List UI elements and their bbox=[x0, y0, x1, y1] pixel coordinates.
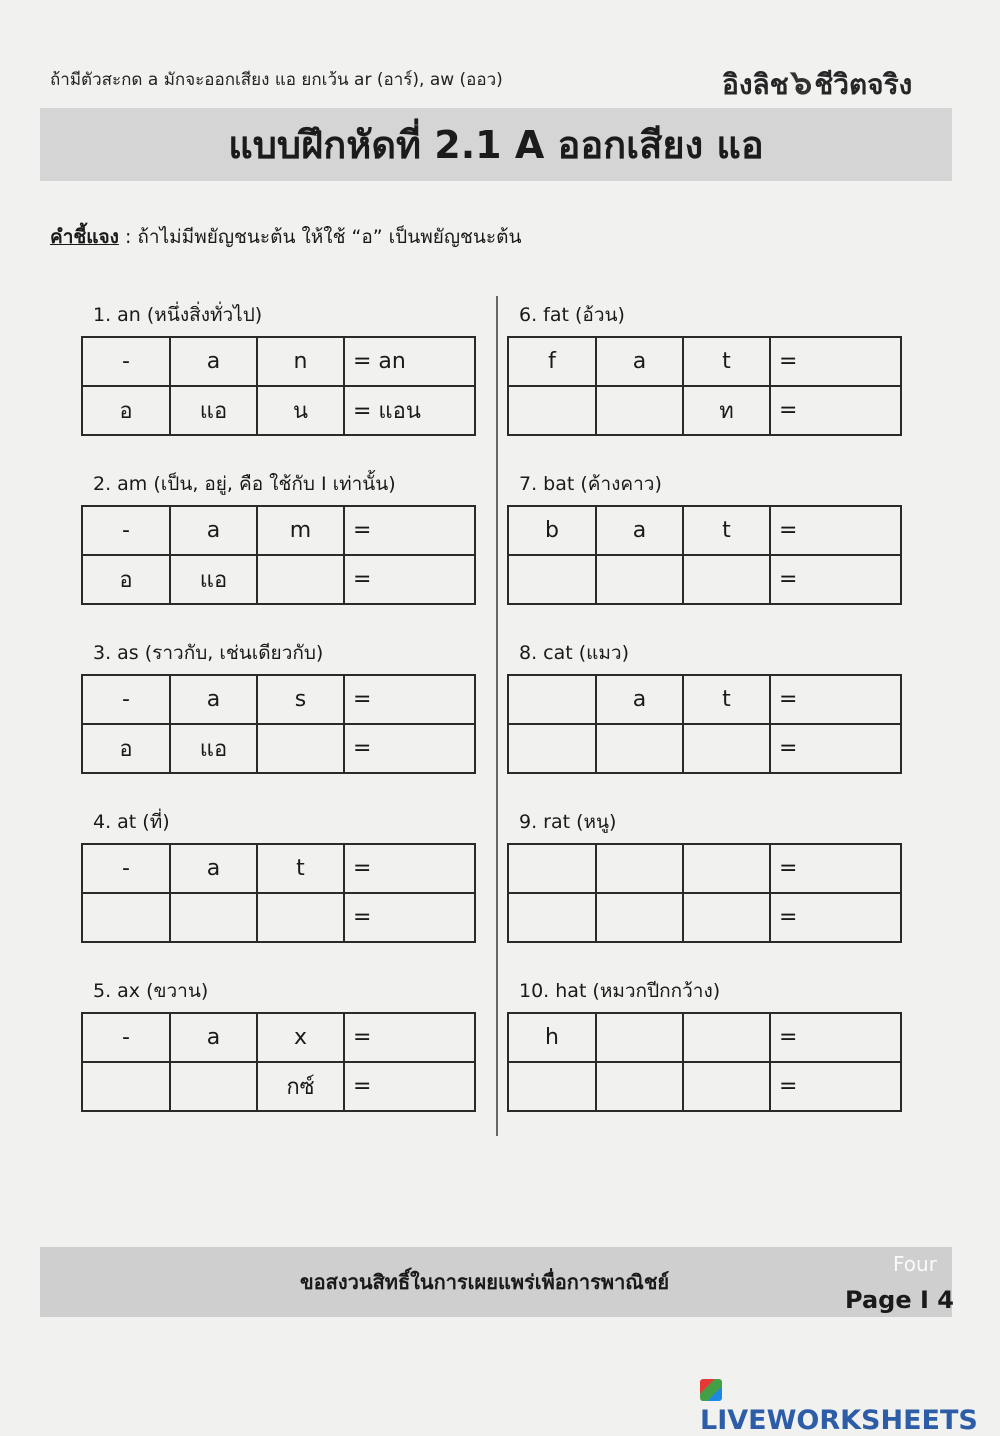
letter-cell[interactable] bbox=[508, 893, 596, 942]
letter-cell: f bbox=[508, 337, 596, 386]
letter-cell[interactable] bbox=[596, 555, 683, 604]
letter-cell: t bbox=[257, 844, 344, 893]
table-row bbox=[508, 506, 901, 555]
letter-cell[interactable] bbox=[683, 844, 770, 893]
title-band bbox=[40, 108, 952, 181]
letter-cell[interactable] bbox=[683, 724, 770, 773]
table-row bbox=[82, 675, 475, 724]
letter-cell: a bbox=[170, 844, 257, 893]
exercise-table bbox=[81, 505, 476, 605]
letter-cell[interactable] bbox=[508, 1062, 596, 1111]
answer-cell[interactable]: = bbox=[344, 555, 475, 604]
exercise-10 bbox=[507, 976, 900, 1112]
letter-cell[interactable] bbox=[683, 1013, 770, 1062]
exercise-4 bbox=[81, 807, 474, 943]
letter-cell: x bbox=[257, 1013, 344, 1062]
exercise-label: 1. an (หนึ่งสิ่งทั่วไป) bbox=[93, 304, 263, 326]
letter-cell[interactable] bbox=[170, 1062, 257, 1111]
letter-cell: b bbox=[508, 506, 596, 555]
exercise-1 bbox=[81, 300, 474, 436]
watermark-text: LIVEWORKSHEETS bbox=[700, 1405, 978, 1436]
table-row bbox=[508, 337, 901, 386]
table-row bbox=[508, 724, 901, 773]
exercise-label: 9. rat (หนู) bbox=[519, 811, 617, 833]
letter-cell: อ bbox=[82, 555, 170, 604]
exercise-5 bbox=[81, 976, 474, 1112]
answer-cell: = an bbox=[344, 337, 475, 386]
table-row bbox=[82, 893, 475, 942]
answer-cell[interactable]: = bbox=[770, 675, 901, 724]
letter-cell[interactable] bbox=[683, 555, 770, 604]
exercise-table bbox=[507, 1012, 902, 1112]
table-row bbox=[82, 844, 475, 893]
table-row bbox=[508, 1062, 901, 1111]
exercise-table bbox=[81, 1012, 476, 1112]
exercise-9 bbox=[507, 807, 900, 943]
answer-cell[interactable]: = bbox=[770, 1013, 901, 1062]
exercise-6 bbox=[507, 300, 900, 436]
table-row bbox=[82, 724, 475, 773]
table-row bbox=[508, 844, 901, 893]
instruction-text: : ถ้าไม่มีพยัญชนะต้น ให้ใช้ “อ” เป็นพยัญชนะต้น bbox=[118, 226, 522, 248]
brand-mark: ๖ bbox=[790, 63, 813, 103]
answer-cell[interactable]: = bbox=[344, 1013, 475, 1062]
letter-cell: อ bbox=[82, 386, 170, 435]
answer-cell[interactable]: = bbox=[344, 675, 475, 724]
letter-cell: แอ bbox=[170, 386, 257, 435]
letter-cell: a bbox=[596, 337, 683, 386]
answer-cell[interactable]: = bbox=[770, 724, 901, 773]
exercise-table bbox=[507, 336, 902, 436]
letter-cell: a bbox=[170, 337, 257, 386]
exercise-label: 3. as (ราวกับ, เช่นเดียวกับ) bbox=[93, 642, 324, 664]
exercise-label: 5. ax (ขวาน) bbox=[93, 980, 209, 1002]
table-row bbox=[82, 506, 475, 555]
letter-cell: t bbox=[683, 675, 770, 724]
liveworksheets-logo-icon bbox=[700, 1379, 722, 1401]
letter-cell[interactable] bbox=[596, 844, 683, 893]
footer-four: Four bbox=[893, 1252, 937, 1276]
table-row bbox=[82, 337, 475, 386]
letter-cell: t bbox=[683, 506, 770, 555]
letter-cell[interactable] bbox=[596, 1013, 683, 1062]
exercise-label: 8. cat (แมว) bbox=[519, 642, 630, 664]
letter-cell[interactable] bbox=[596, 724, 683, 773]
table-row bbox=[508, 893, 901, 942]
brand-right-text: ชีวิตจริง bbox=[814, 68, 913, 101]
answer-cell[interactable]: = bbox=[770, 555, 901, 604]
answer-cell[interactable]: = bbox=[344, 724, 475, 773]
letter-cell: n bbox=[257, 337, 344, 386]
exercise-8 bbox=[507, 638, 900, 774]
letter-cell[interactable] bbox=[508, 386, 596, 435]
footer-copyright: ขอสงวนสิทธิ์ในการเผยแพร่เพื่อการพาณิชย์ bbox=[300, 1270, 670, 1294]
letter-cell: น bbox=[257, 386, 344, 435]
table-row bbox=[82, 386, 475, 435]
answer-cell[interactable]: = bbox=[770, 506, 901, 555]
exercise-table bbox=[81, 843, 476, 943]
answer-cell[interactable]: = bbox=[344, 506, 475, 555]
letter-cell[interactable] bbox=[683, 1062, 770, 1111]
letter-cell[interactable] bbox=[257, 724, 344, 773]
brand-logo bbox=[722, 55, 912, 109]
exercise-7 bbox=[507, 469, 900, 605]
exercise-table bbox=[507, 843, 902, 943]
letter-cell: a bbox=[170, 675, 257, 724]
answer-cell[interactable]: = bbox=[344, 893, 475, 942]
exercise-table bbox=[81, 674, 476, 774]
answer-cell[interactable]: = bbox=[344, 844, 475, 893]
table-row bbox=[508, 1013, 901, 1062]
exercise-3 bbox=[81, 638, 474, 774]
liveworksheets-watermark bbox=[700, 1374, 1000, 1436]
exercise-2 bbox=[81, 469, 474, 605]
table-row bbox=[508, 386, 901, 435]
letter-cell[interactable] bbox=[257, 893, 344, 942]
letter-cell: a bbox=[596, 675, 683, 724]
table-row bbox=[82, 555, 475, 604]
letter-cell[interactable] bbox=[508, 555, 596, 604]
letter-cell: - bbox=[82, 675, 170, 724]
letter-cell: m bbox=[257, 506, 344, 555]
letter-cell[interactable] bbox=[170, 893, 257, 942]
instruction bbox=[50, 222, 521, 252]
exercise-label: 10. hat (หมวกปีกกว้าง) bbox=[519, 980, 721, 1002]
letter-cell: h bbox=[508, 1013, 596, 1062]
letter-cell: แอ bbox=[170, 724, 257, 773]
letter-cell: - bbox=[82, 506, 170, 555]
letter-cell[interactable] bbox=[596, 893, 683, 942]
letter-cell[interactable] bbox=[257, 555, 344, 604]
exercise-table bbox=[507, 674, 902, 774]
table-row bbox=[508, 555, 901, 604]
letter-cell: ท bbox=[683, 386, 770, 435]
exercise-table bbox=[507, 505, 902, 605]
letter-cell[interactable] bbox=[508, 675, 596, 724]
exercise-label: 2. am (เป็น, อยู่, คือ ใช้กับ I เท่านั้น) bbox=[93, 473, 396, 495]
letter-cell: s bbox=[257, 675, 344, 724]
letter-cell[interactable] bbox=[596, 386, 683, 435]
answer-cell[interactable]: = bbox=[344, 1062, 475, 1111]
letter-cell[interactable] bbox=[82, 1062, 170, 1111]
letter-cell[interactable] bbox=[508, 724, 596, 773]
answer-cell[interactable]: = bbox=[770, 844, 901, 893]
table-row bbox=[82, 1062, 475, 1111]
letter-cell: - bbox=[82, 1013, 170, 1062]
letter-cell: - bbox=[82, 337, 170, 386]
table-row bbox=[508, 675, 901, 724]
table-row bbox=[82, 1013, 475, 1062]
letter-cell[interactable] bbox=[82, 893, 170, 942]
answer-cell[interactable]: = bbox=[770, 893, 901, 942]
page-number: Page I 4 bbox=[845, 1286, 954, 1314]
letter-cell: กซ์ bbox=[257, 1062, 344, 1111]
letter-cell: a bbox=[596, 506, 683, 555]
answer-cell[interactable]: = bbox=[770, 337, 901, 386]
brand-left-text: อิงลิช bbox=[722, 68, 789, 101]
column-divider bbox=[496, 296, 498, 1136]
letter-cell: a bbox=[170, 1013, 257, 1062]
answer-cell[interactable]: = bbox=[770, 1062, 901, 1111]
letter-cell[interactable] bbox=[596, 1062, 683, 1111]
letter-cell: t bbox=[683, 337, 770, 386]
exercise-label: 4. at (ที่) bbox=[93, 811, 170, 833]
exercise-label: 6. fat (อ้วน) bbox=[519, 304, 625, 326]
exercise-label: 7. bat (ค้างคาว) bbox=[519, 473, 662, 495]
exercise-table bbox=[81, 336, 476, 436]
header-note: ถ้ามีตัวสะกด a มักจะออกเสียง แอ ยกเว้น ar (อาร์), aw (ออว) bbox=[50, 70, 503, 90]
letter-cell: a bbox=[170, 506, 257, 555]
letter-cell: อ bbox=[82, 724, 170, 773]
answer-cell[interactable]: = bbox=[770, 386, 901, 435]
letter-cell[interactable] bbox=[683, 893, 770, 942]
letter-cell[interactable] bbox=[508, 844, 596, 893]
instruction-label: คำชี้แจง bbox=[50, 226, 119, 248]
letter-cell: - bbox=[82, 844, 170, 893]
letter-cell: แอ bbox=[170, 555, 257, 604]
page-title: แบบฝึกหัดที่ 2.1 A ออกเสียง แอ bbox=[228, 123, 764, 167]
answer-cell: = แอน bbox=[344, 386, 475, 435]
